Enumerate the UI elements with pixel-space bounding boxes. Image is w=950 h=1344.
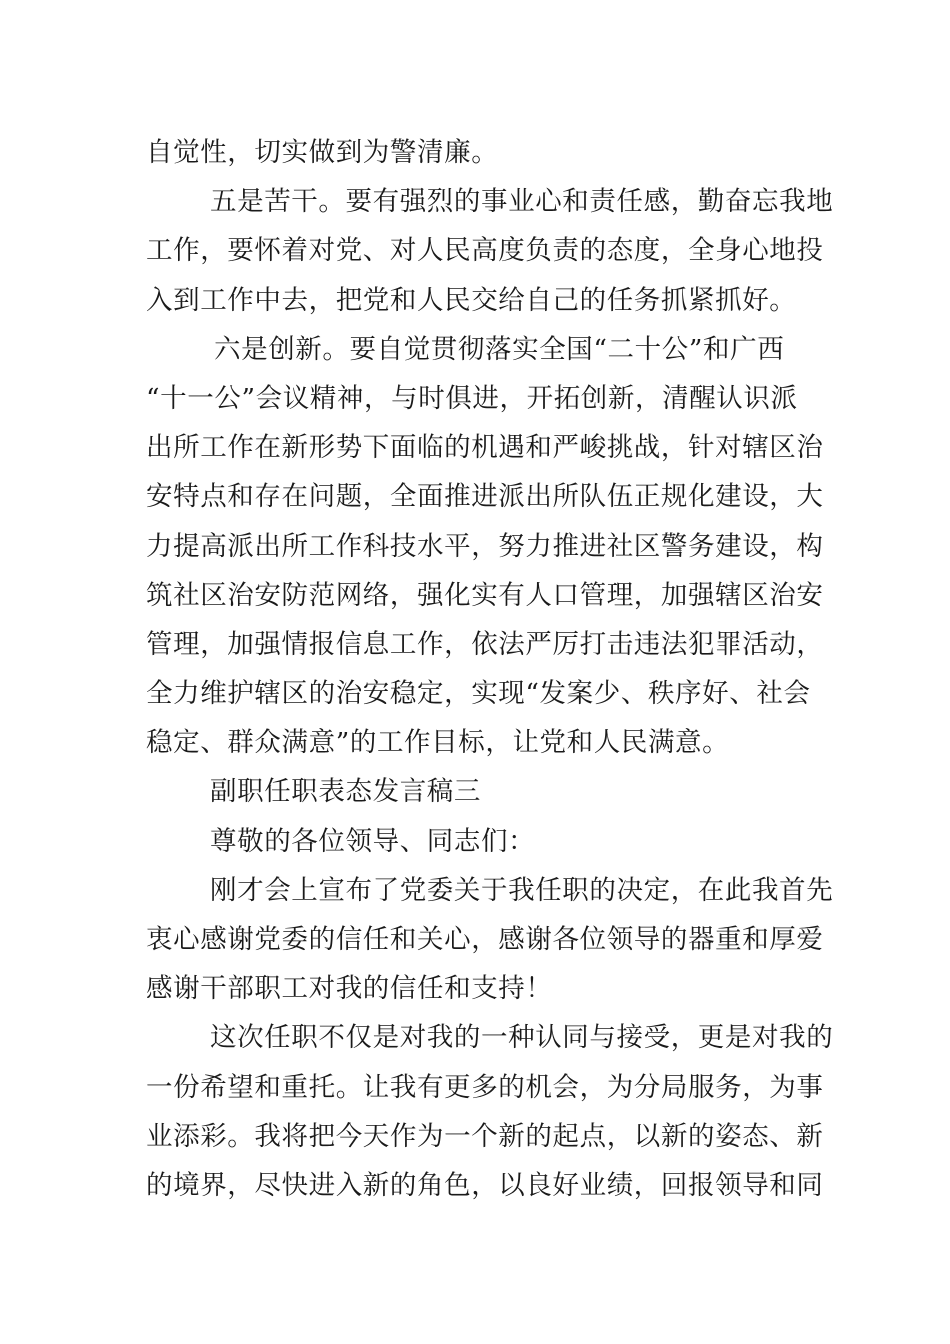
section-heading: 副职任职表态发言稿三 [210, 776, 481, 808]
text-line: 感谢干部职工对我的信任和支持！ [146, 973, 553, 1005]
text-line: 管理，加强情报信息工作，依法严厉打击违法犯罪活动， [146, 628, 824, 660]
text-line: “十一公”会议精神，与时俱进，开拓创新，清醒认识派 [146, 382, 798, 414]
text-line: 出所工作在新形势下面临的机遇和严峻挑战，针对辖区治 [146, 432, 824, 464]
text-line: 入到工作中去，把党和人民交给自己的任务抓紧抓好。 [146, 284, 797, 316]
paragraph-start-line: 刚才会上宣布了党委关于我任职的决定，在此我首先 [210, 874, 834, 906]
paragraph-start-line: 这次任职不仅是对我的一种认同与接受，更是对我的 [210, 1022, 834, 1054]
text-line: 全力维护辖区的治安稳定，实现“发案少、秩序好、社会 [146, 678, 811, 710]
text-line: 业添彩。我将把今天作为一个新的起点，以新的姿态、新 [146, 1120, 824, 1152]
text-line: 筑社区治安防范网络，强化实有人口管理，加强辖区治安 [146, 579, 824, 611]
text-line: 自觉性，切实做到为警清廉。 [146, 137, 499, 168]
text-line: 一份希望和重托。让我有更多的机会，为分局服务，为事 [146, 1071, 824, 1103]
paragraph-start-line: 五是苦干。要有强烈的事业心和责任感，勤奋忘我地 [210, 186, 834, 218]
paragraph-start-line: 六是创新。要自觉贯彻落实全国“二十公”和广西 [214, 333, 785, 365]
text-line: 稳定、群众满意”的工作目标，让党和人民满意。 [146, 727, 730, 759]
text-line: 工作，要怀着对党、对人民高度负责的态度，全身心地投 [146, 235, 824, 267]
text-line: 力提高派出所工作科技水平，努力推进社区警务建设，构 [146, 530, 824, 562]
salutation: 尊敬的各位领导、同志们： [210, 825, 536, 857]
document-body [146, 128, 834, 1210]
text-line: 的境界，尽快进入新的角色，以良好业绩，回报领导和同 [146, 1169, 824, 1201]
text-line: 安特点和存在问题，全面推进派出所队伍正规化建设，大 [146, 481, 824, 513]
text-line: 衷心感谢党委的信任和关心，感谢各位领导的器重和厚爱 [146, 924, 824, 955]
